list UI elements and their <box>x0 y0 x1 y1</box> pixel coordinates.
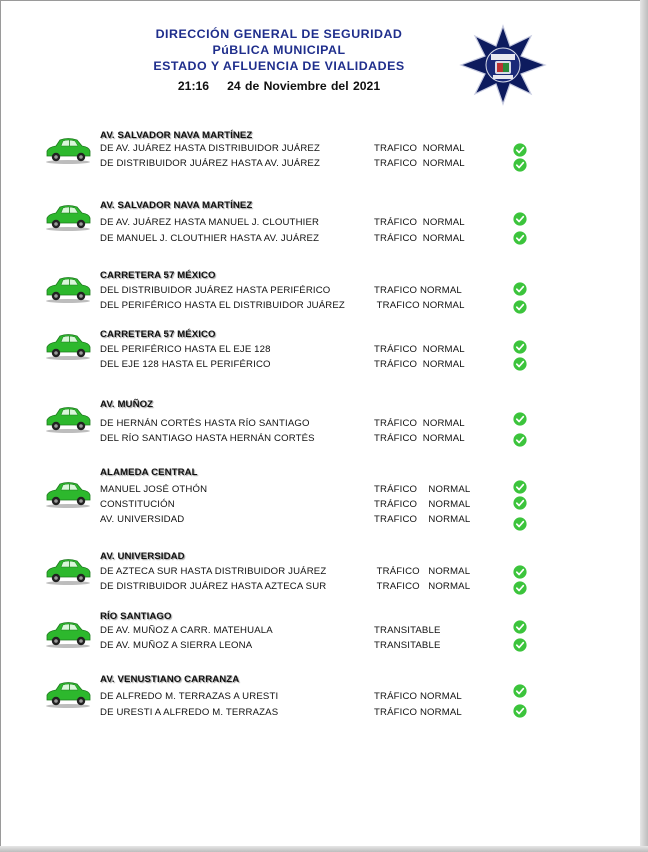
road-name: AV. SALVADOR NAVA MARTÍNEZ <box>100 200 253 211</box>
route-row <box>0 418 640 433</box>
route-label: DE DISTRIBUIDOR JUÁREZ HASTA AZTECA SUR <box>100 581 327 592</box>
route-row <box>0 344 640 359</box>
header-line-1: DIRECCIÓN GENERAL DE SEGURIDAD <box>155 27 403 41</box>
check-circle-icon <box>513 412 527 426</box>
route-row <box>0 499 640 514</box>
route-row <box>0 158 640 173</box>
route-row <box>0 691 640 706</box>
check-circle-icon <box>513 433 527 447</box>
check-circle-icon <box>513 704 527 718</box>
road-name: AV. MUÑOZ <box>100 399 154 410</box>
traffic-status: TRÁFICO NORMAL <box>374 499 471 510</box>
route-label: DEL PERIFÉRICO HASTA EL EJE 128 <box>100 344 271 355</box>
traffic-status: TRAFICO NORMAL <box>374 581 471 592</box>
traffic-status: TRÁFICO NORMAL <box>374 433 465 444</box>
route-label: DEL EJE 128 HASTA EL PERIFÉRICO <box>100 359 271 370</box>
check-circle-icon <box>513 480 527 494</box>
check-circle-icon <box>513 231 527 245</box>
traffic-status: TRAFICO NORMAL <box>374 158 465 169</box>
check-circle-icon <box>513 684 527 698</box>
route-label: DEL RÍO SANTIAGO HASTA HERNÁN CORTÉS <box>100 433 315 444</box>
route-label: DE MANUEL J. CLOUTHIER HASTA AV. JUÁREZ <box>100 233 320 244</box>
route-row <box>0 233 640 248</box>
header-line-3: ESTADO Y AFLUENCIA DE VIALIDADES <box>153 59 405 73</box>
traffic-status: TRANSITABLE <box>374 640 441 651</box>
report-header <box>120 26 438 93</box>
route-label: DEL DISTRIBUIDOR JUÁREZ HASTA PERIFÉRICO <box>100 285 331 296</box>
traffic-status: TRÁFICO NORMAL <box>374 707 462 718</box>
route-row <box>0 143 640 158</box>
traffic-status: TRÁFICO NORMAL <box>374 691 462 702</box>
route-row <box>0 300 640 315</box>
traffic-status: TRÁFICO NORMAL <box>374 217 465 228</box>
traffic-status: TRÁFICO NORMAL <box>374 359 465 370</box>
check-circle-icon <box>513 300 527 314</box>
check-circle-icon <box>513 282 527 296</box>
route-row <box>0 581 640 596</box>
check-circle-icon <box>513 638 527 652</box>
report-date: 24 de Noviembre del 2021 <box>227 79 381 93</box>
traffic-status: TRANSITABLE <box>374 625 441 636</box>
check-circle-icon <box>513 357 527 371</box>
traffic-status: TRAFICO NORMAL <box>374 300 465 311</box>
route-row <box>0 484 640 499</box>
traffic-status: TRÁFICO NORMAL <box>374 484 471 495</box>
road-name: ALAMEDA CENTRAL <box>100 467 198 478</box>
check-circle-icon <box>513 212 527 226</box>
road-name: AV. VENUSTIANO CARRANZA <box>100 674 240 685</box>
scroll-edge <box>640 0 648 852</box>
road-name: RÍO SANTIAGO <box>100 611 172 622</box>
check-circle-icon <box>513 565 527 579</box>
route-row <box>0 707 640 722</box>
route-label: DE URESTI A ALFREDO M. TERRAZAS <box>100 707 279 718</box>
check-circle-icon <box>513 158 527 172</box>
header-datetime <box>120 79 438 93</box>
route-label: DE ALFREDO M. TERRAZAS A URESTI <box>100 691 279 702</box>
traffic-status: TRAFICO NORMAL <box>374 143 465 154</box>
traffic-status: TRÁFICO NORMAL <box>374 344 465 355</box>
traffic-status: TRAFICO NORMAL <box>374 514 471 525</box>
check-circle-icon <box>513 517 527 531</box>
check-circle-icon <box>513 581 527 595</box>
route-label: DE HERNÁN CORTÉS HASTA RÍO SANTIAGO <box>100 418 310 429</box>
report-time: 21:16 <box>177 79 210 93</box>
police-badge-icon <box>457 24 549 106</box>
route-row <box>0 433 640 448</box>
route-label: DE AV. MUÑOZ A CARR. MATEHUALA <box>100 625 273 636</box>
route-label: DE AV. JUÁREZ HASTA MANUEL J. CLOUTHIER <box>100 217 320 228</box>
route-label: DE DISTRIBUIDOR JUÁREZ HASTA AV. JUÁREZ <box>100 158 320 169</box>
check-circle-icon <box>513 496 527 510</box>
route-label: DE AV. MUÑOZ A SIERRA LEONA <box>100 640 253 651</box>
route-label: DE AV. JUÁREZ HASTA DISTRIBUIDOR JUÁREZ <box>100 143 320 154</box>
check-circle-icon <box>513 143 527 157</box>
traffic-status: TRÁFICO NORMAL <box>374 566 471 577</box>
header-line-2: PúBLICA MUNICIPAL <box>212 43 346 57</box>
road-name: CARRETERA 57 MÉXICO <box>100 329 216 340</box>
route-row <box>0 359 640 374</box>
road-name: CARRETERA 57 MÉXICO <box>100 270 216 281</box>
road-name: AV. SALVADOR NAVA MARTÍNEZ <box>100 130 253 141</box>
route-row <box>0 640 640 655</box>
traffic-status: TRÁFICO NORMAL <box>374 418 465 429</box>
traffic-status: TRÁFICO NORMAL <box>374 233 465 244</box>
route-label: DE AZTECA SUR HASTA DISTRIBUIDOR JUÁREZ <box>100 566 327 577</box>
route-row <box>0 514 640 529</box>
route-label: MANUEL JOSÉ OTHÓN <box>100 484 208 495</box>
route-label: CONSTITUCIÓN <box>100 499 175 510</box>
page-bottom-edge <box>0 846 648 852</box>
check-circle-icon <box>513 620 527 634</box>
check-circle-icon <box>513 340 527 354</box>
route-row <box>0 625 640 640</box>
route-row <box>0 217 640 232</box>
route-label: AV. UNIVERSIDAD <box>100 514 185 525</box>
route-row <box>0 566 640 581</box>
route-row <box>0 285 640 300</box>
route-label: DEL PERIFÉRICO HASTA EL DISTRIBUIDOR JUÁREZ <box>100 300 345 311</box>
traffic-status: TRAFICO NORMAL <box>374 285 462 296</box>
road-name: AV. UNIVERSIDAD <box>100 551 185 562</box>
